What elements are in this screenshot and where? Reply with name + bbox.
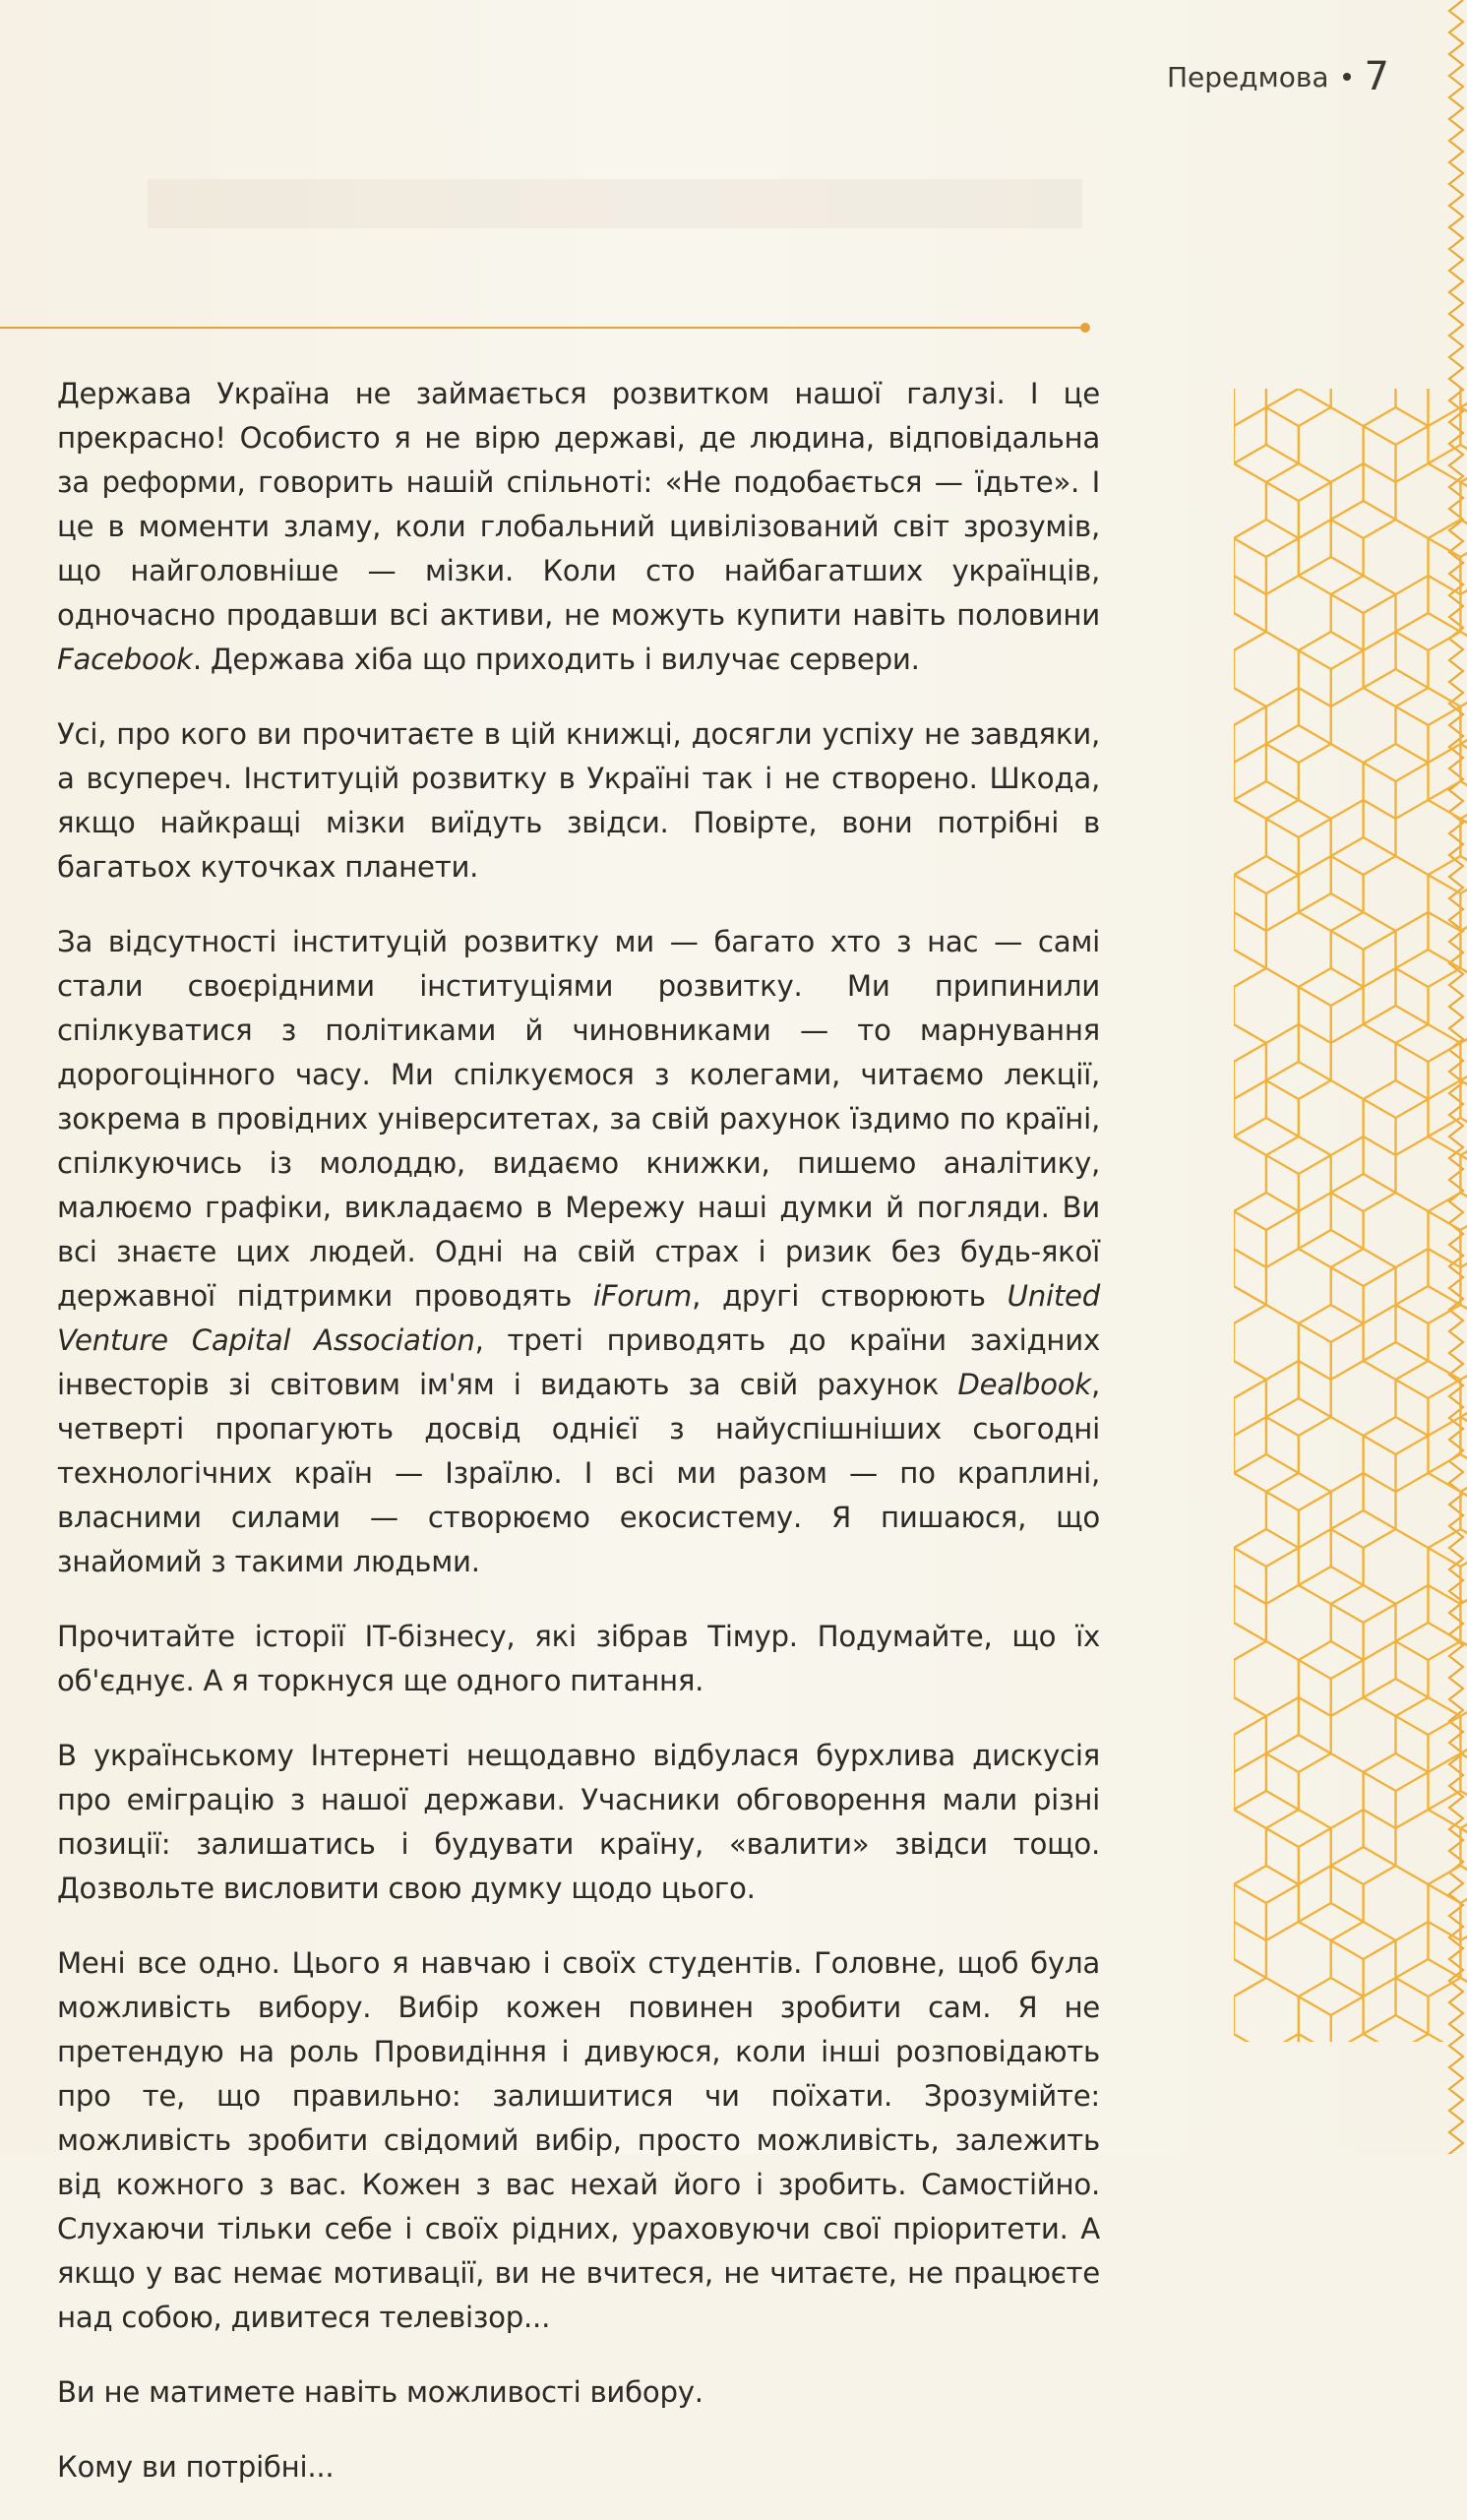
paragraph [57, 920, 1100, 1584]
paragraph [57, 2370, 1100, 2415]
paragraph [57, 712, 1100, 890]
text-run: Ви не матимете навіть можливості вибору. [57, 2375, 703, 2409]
text-run: , четверті пропагують досвід однієї з найуспішніших сьогодні технологічних країн — Ізраїлю. І всі ми разом — по краплині, власними силами — створюємо екосистему. Я пишаюся, що знайомий з такими людьми. [57, 1368, 1100, 1578]
body-text [57, 372, 1100, 2520]
text-run: Кому ви потрібні... [57, 2450, 335, 2484]
italic-term: Facebook [57, 643, 193, 676]
bleed-through-title [148, 169, 1082, 238]
paragraph [57, 2445, 1100, 2489]
running-header [1167, 54, 1389, 99]
isometric-cube-pattern [1234, 389, 1467, 2042]
paragraph [57, 372, 1100, 682]
text-run: Держава Україна не займається розвитком нашої галузі. І це прекрасно! Особисто я не вірю державі, де людина, відповідальна за реформи, говорить нашій спільноті: «Не подобається — їдьте». І це в моменти зламу, коли глобальний цивілізований світ зрозумів, що найголовніше — мізки. Коли сто найбагатших українців, одночасно продавши всі активи, не можуть купити навіть половини [57, 377, 1100, 632]
section-title: Передмова [1166, 60, 1329, 93]
paragraph [57, 1941, 1100, 2340]
text-run: В українському Інтернеті нещодавно відбулася бурхлива дискусія про еміграцію з нашої держави. Учасники обговорення мали різні позиції: залишатись і будувати країну, «валити» звідси тощо. Дозвольте висловити свою думку щодо цього. [57, 1739, 1100, 1905]
page-number: 7 [1364, 54, 1389, 99]
text-run: Усі, про кого ви прочитаєте в цій книжці, досягли успіху не завдяки, а всупереч. Інституцій розвитку в Україні так і не створено. Шкода, якщо найкращі мізки виїдуть звідси. Повірте, вони потрібні в багатьох куточках планети. [57, 717, 1100, 884]
text-run: , треті приводять до країни західних інвесторів зі світовим ім'ям і видають за свій рахунок [57, 1323, 1101, 1401]
text-run: Прочитайте історії IT-бізнесу, які зібрав Тімур. Подумайте, що їх об'єднує. А я торкнуся ще одного питання. [57, 1620, 1100, 1697]
italic-term: iForum [592, 1279, 693, 1313]
paragraph [57, 1615, 1100, 1703]
text-run: За відсутності інституцій розвитку ми — багато хто з нас — самі стали своєрідними інституціями розвитку. Ми припинили спілкуватися з політиками й чиновниками — то марнування дорогоцінного часу. Ми спілкуємося з колегами, читаємо лекції, зокрема в провідних університетах, за свій рахунок їздимо по країні, спілкуючись із молоддю, видаємо книжки, пишемо аналітику, малюємо графіки, викладаємо в Мережу наші думки й погляди. Ви всі знаєте цих людей. Одні на свій страх і ризик без будь-якої державної підтримки проводять [57, 925, 1100, 1313]
text-run: Мені все одно. Цього я навчаю і своїх студентів. Головне, щоб була можливість вибору. Вибір кожен повинен зробити сам. Я не претендую на роль Провидіння і дивуюся, коли інші розповідають про те, що правильно: залишитися чи поїхати. Зрозумійте: можливість зробити свідомий вибір, просто можливість, залежить від кожного з вас. Кожен з вас нехай його і зробить. Самостійно. Слухаючи тільки себе і своїх рідних, ураховуючи свої пріоритети. А якщо у вас немає мотивації, ви не вчитеся, не читаєте, не працюєте над собою, дивитеся телевізор... [57, 1946, 1100, 2334]
bullet-separator [1343, 73, 1351, 81]
header-rule-end-dot [1080, 323, 1090, 333]
italic-term: United Venture Capital Association [57, 1279, 1100, 1357]
italic-term: Dealbook [957, 1368, 1091, 1401]
header-rule [0, 327, 1084, 329]
cube-lines [1234, 389, 1467, 2042]
paragraph [57, 1734, 1100, 1911]
text-run: , другі створюють [692, 1279, 1008, 1313]
text-run: . Держава хіба що приходить і вилучає сервери. [192, 643, 920, 676]
